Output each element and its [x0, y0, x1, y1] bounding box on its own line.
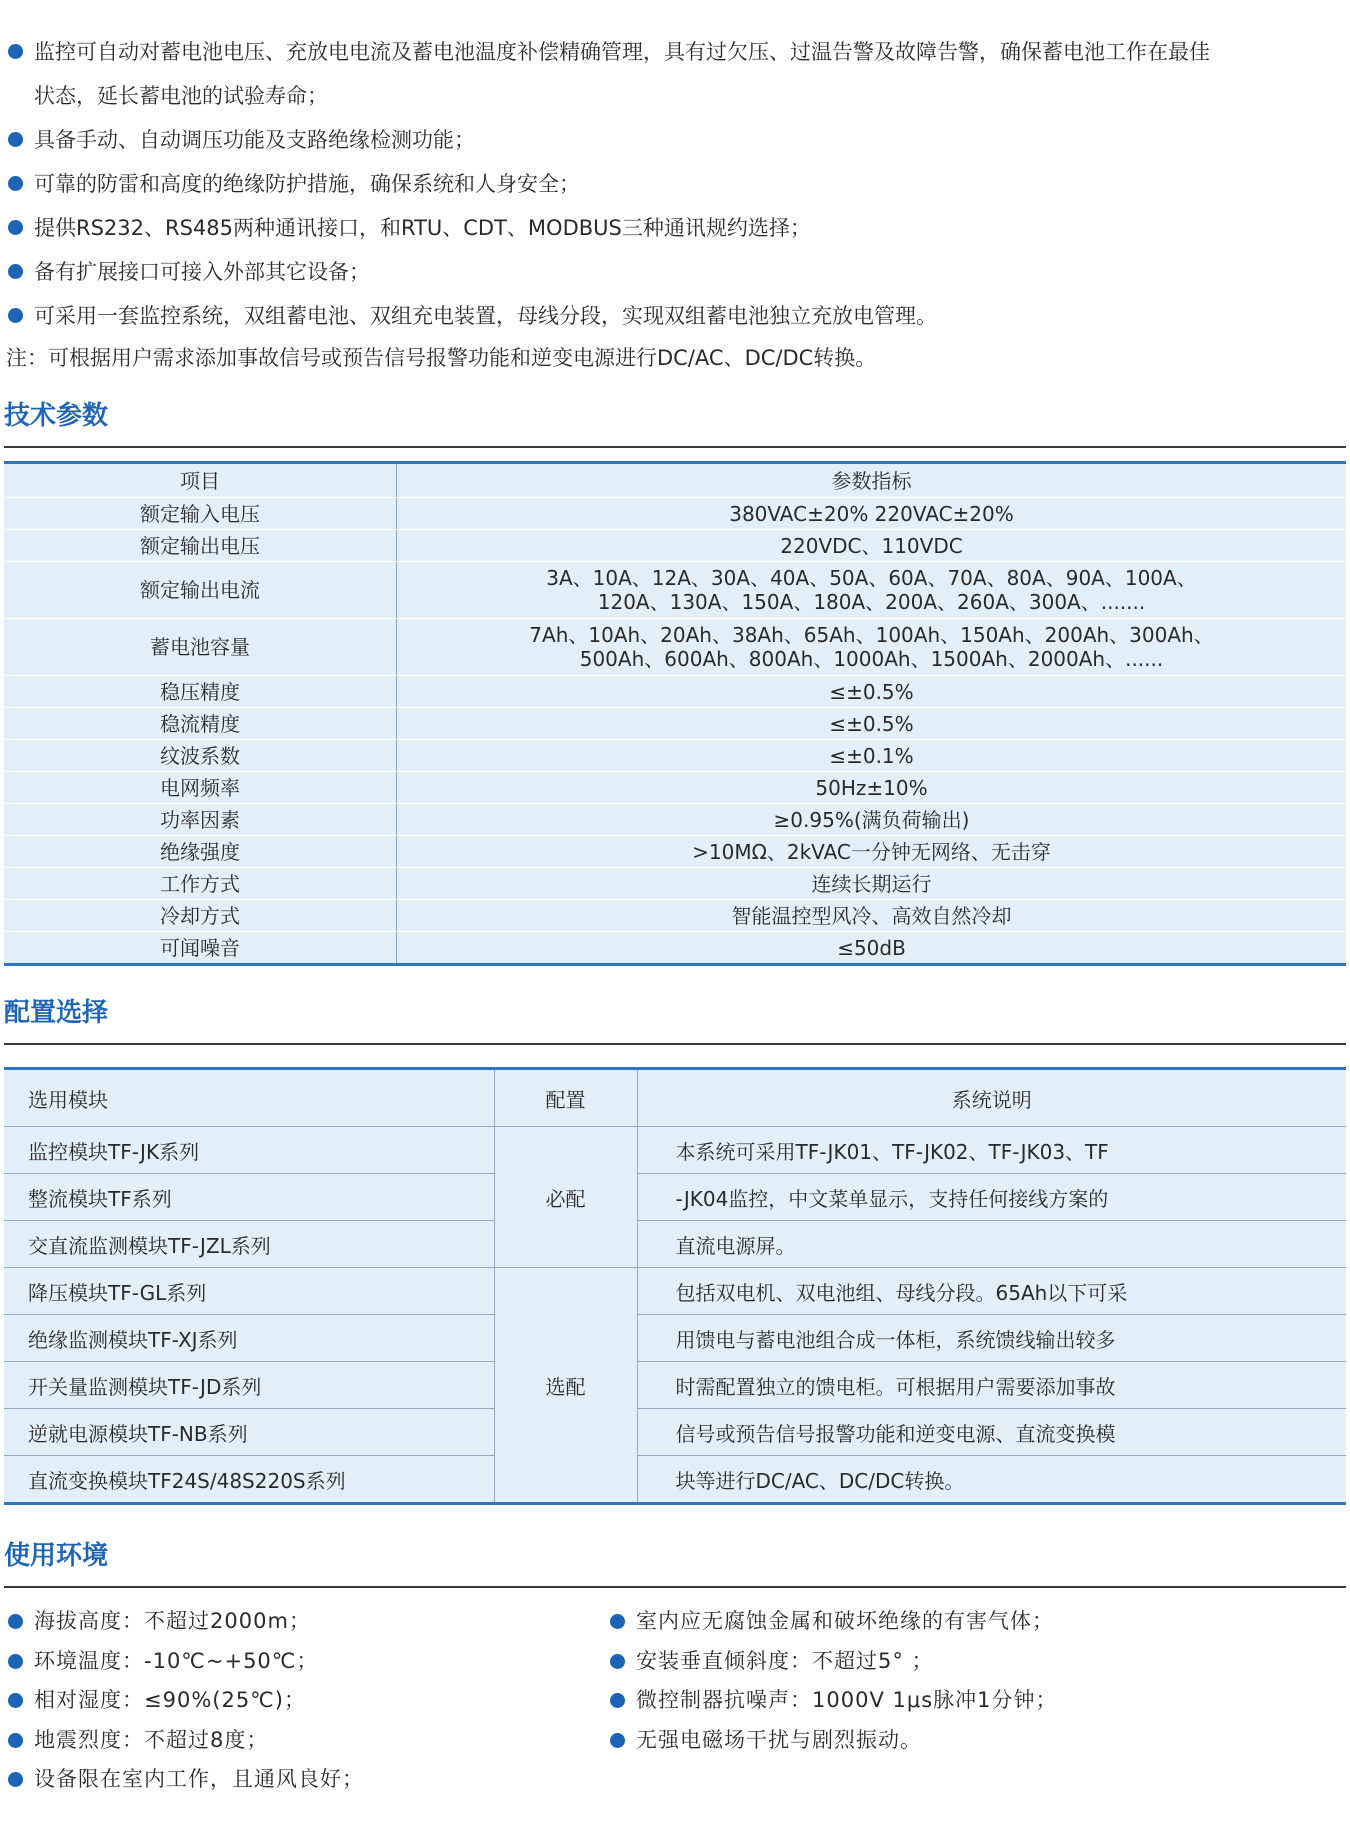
param-name: 纹波系数 — [4, 740, 397, 772]
bullet-icon — [8, 1654, 23, 1669]
tech-section-header — [4, 396, 1346, 448]
params-table — [4, 461, 1346, 966]
env-item — [8, 1721, 598, 1761]
param-name: 可闻噪音 — [4, 932, 397, 965]
table-row — [4, 1315, 1346, 1362]
module-description: 本系统可采用TF-JK01、TF-JK02、TF-JK03、TF — [637, 1127, 1346, 1174]
env-text: 地震烈度：不超过8度； — [34, 1727, 269, 1752]
param-name: 电网频率 — [4, 772, 397, 804]
env-section-header — [4, 1536, 1346, 1588]
table-row — [4, 772, 1346, 804]
config-section-header — [4, 993, 1346, 1045]
feature-text: 可采用一套监控系统，双组蓄电池、双组充电装置，母线分段，实现双组蓄电池独立充放电管理。 — [34, 304, 937, 328]
table-row — [4, 804, 1346, 836]
table-row — [4, 498, 1346, 530]
param-name: 稳流精度 — [4, 708, 397, 740]
module-description: 包括双电机、双电池组、母线分段。65Ah以下可采 — [637, 1268, 1346, 1315]
bullet-icon — [8, 1772, 23, 1787]
divider — [4, 446, 1346, 448]
table-row — [4, 676, 1346, 708]
module-description: -JK04监控，中文菜单显示，支持任何接线方案的 — [637, 1174, 1346, 1221]
table-row — [4, 836, 1346, 868]
table-row — [4, 1127, 1346, 1174]
divider — [4, 1586, 1346, 1588]
table-row — [4, 708, 1346, 740]
table-row — [4, 619, 1346, 676]
module-description: 时需配置独立的馈电柜。可根据用户需要添加事故 — [637, 1362, 1346, 1409]
param-value-line: 120A、130A、150A、180A、200A、260A、300A、....... — [597, 590, 1146, 614]
feature-text: 提供RS232、RS485两种通讯接口，和RTU、CDT、MODBUS三种通讯规约选择； — [34, 216, 811, 240]
feature-list — [8, 30, 1338, 338]
bullet-icon — [610, 1614, 625, 1629]
feature-text: 备有扩展接口可接入外部其它设备； — [34, 260, 370, 284]
bullet-icon — [8, 220, 23, 235]
table-row — [4, 900, 1346, 932]
feature-item — [8, 206, 1338, 250]
section-title: 配置选择 — [4, 998, 109, 1028]
bullet-icon — [610, 1654, 625, 1669]
env-text: 海拔高度：不超过2000m； — [34, 1609, 311, 1633]
table-row — [4, 740, 1346, 772]
bullet-icon — [8, 308, 23, 323]
param-value — [397, 562, 1347, 619]
bullet-icon — [8, 1733, 23, 1748]
feature-text: 具备手动、自动调压功能及支路绝缘检测功能； — [34, 128, 475, 152]
table-row — [4, 530, 1346, 562]
bullet-icon — [610, 1693, 625, 1708]
module-description: 用馈电与蓄电池组合成一体柜，系统馈线输出较多 — [637, 1315, 1346, 1362]
divider — [4, 1043, 1346, 1045]
param-name: 额定输出电压 — [4, 530, 397, 562]
param-value — [397, 619, 1347, 676]
note: 注：可根据用户需求添加事故信号或预告信号报警功能和逆变电源进行DC/AC、DC/DC转换。 — [6, 346, 877, 370]
env-item — [610, 1642, 1340, 1682]
bullet-icon — [8, 132, 23, 147]
param-value-line: 7Ah、10Ah、20Ah、38Ah、65Ah、100Ah、150Ah、200Ah、300Ah、 — [529, 623, 1214, 647]
header-cell: 配置 — [494, 1069, 637, 1127]
env-text: 室内应无腐蚀金属和破坏绝缘的有害气体； — [636, 1609, 1054, 1633]
config-optional: 选配 — [494, 1268, 637, 1504]
module-name: 逆就电源模块TF-NB系列 — [4, 1409, 494, 1456]
env-text: 环境温度：-10℃~+50℃； — [34, 1648, 319, 1673]
param-value: ≤±0.1% — [397, 740, 1347, 772]
section-title: 使用环境 — [4, 1541, 109, 1571]
header-cell: 系统说明 — [637, 1069, 1346, 1127]
param-value: ≤±0.5% — [397, 708, 1347, 740]
env-text: 设备限在室内工作，且通风良好； — [34, 1767, 364, 1791]
config-required: 必配 — [494, 1127, 637, 1268]
param-name: 工作方式 — [4, 868, 397, 900]
module-description: 信号或预告信号报警功能和逆变电源、直流变换模 — [637, 1409, 1346, 1456]
param-name: 稳压精度 — [4, 676, 397, 708]
table-row — [4, 1174, 1346, 1221]
env-item — [610, 1681, 1340, 1721]
table-row — [4, 932, 1346, 965]
param-value: 380VAC±20% 220VAC±20% — [397, 498, 1347, 530]
feature-item — [8, 250, 1338, 294]
param-name: 功率因素 — [4, 804, 397, 836]
env-text: 微控制器抗噪声：1000V 1μs脉冲1分钟； — [636, 1688, 1058, 1712]
env-item — [610, 1721, 1340, 1761]
param-value: 智能温控型风冷、高效自然冷却 — [397, 900, 1347, 932]
param-name: 蓄电池容量 — [4, 619, 397, 676]
param-value: 220VDC、110VDC — [397, 530, 1347, 562]
env-item — [8, 1681, 598, 1721]
feature-text: 可靠的防雷和高度的绝缘防护措施，确保系统和人身安全； — [34, 172, 580, 196]
table-row — [4, 1456, 1346, 1504]
table-row — [4, 562, 1346, 619]
bullet-icon — [8, 1693, 23, 1708]
table-row — [4, 1268, 1346, 1315]
module-name: 降压模块TF-GL系列 — [4, 1268, 494, 1315]
env-item — [610, 1602, 1340, 1642]
env-item — [8, 1642, 598, 1682]
module-description: 块等进行DC/AC、DC/DC转换。 — [675, 1468, 965, 1493]
bullet-icon — [8, 264, 23, 279]
feature-text-continued: 状态，延长蓄电池的试验寿命； — [34, 84, 328, 108]
table-row — [4, 1362, 1346, 1409]
env-text: 相对湿度：≤90%(25℃)； — [34, 1688, 306, 1712]
module-name: 直流变换模块TF24S/48S220S系列 — [4, 1456, 494, 1504]
env-item — [8, 1602, 598, 1642]
param-value: 50Hz±10% — [397, 772, 1347, 804]
module-name: 交直流监测模块TF-JZL系列 — [4, 1221, 494, 1268]
header-cell: 选用模块 — [4, 1069, 494, 1127]
header-cell: 项目 — [4, 463, 397, 498]
param-name: 绝缘强度 — [4, 836, 397, 868]
module-description: 直流电源屏。 — [637, 1221, 1346, 1268]
env-text: 无强电磁场干扰与剧烈振动。 — [636, 1727, 922, 1752]
bullet-icon — [610, 1733, 625, 1748]
config-table — [4, 1067, 1346, 1505]
env-item — [8, 1760, 598, 1800]
section-title: 技术参数 — [4, 401, 109, 431]
param-value: ≤±0.5% — [397, 676, 1347, 708]
module-name: 监控模块TF-JK系列 — [4, 1127, 494, 1174]
table-row — [4, 1221, 1346, 1268]
feature-text: 监控可自动对蓄电池电压、充放电电流及蓄电池温度补偿精确管理，具有过欠压、过温告警及故障告警，确保蓄电池工作在最佳 — [34, 40, 1210, 64]
module-name: 整流模块TF系列 — [4, 1174, 494, 1221]
param-name: 额定输入电压 — [4, 498, 397, 530]
param-value: ≥0.95%(满负荷输出) — [397, 804, 1347, 836]
module-name: 绝缘监测模块TF-XJ系列 — [4, 1315, 494, 1362]
header-cell: 参数指标 — [397, 463, 1347, 498]
env-list-left — [8, 1602, 598, 1800]
param-name: 额定输出电流 — [4, 562, 397, 619]
feature-item — [8, 162, 1338, 206]
feature-item — [8, 118, 1338, 162]
param-value: >10MΩ、2kVAC一分钟无网络、无击穿 — [397, 836, 1347, 868]
feature-item — [8, 294, 1338, 338]
bullet-icon — [8, 1614, 23, 1629]
param-value-line: 3A、10A、12A、30A、40A、50A、60A、70A、80A、90A、100A、 — [546, 566, 1197, 590]
param-value-line: 500Ah、600Ah、800Ah、1000Ah、1500Ah、2000Ah、...... — [579, 647, 1164, 671]
bullet-icon — [8, 176, 23, 191]
module-name: 开关量监测模块TF-JD系列 — [4, 1362, 494, 1409]
param-value: ≤50dB — [397, 932, 1347, 965]
table-header-row — [4, 1069, 1346, 1127]
env-list-right — [610, 1602, 1340, 1760]
env-text: 安装垂直倾斜度：不超过5° ； — [636, 1648, 934, 1673]
bullet-icon — [8, 44, 23, 59]
table-row — [4, 1409, 1346, 1456]
param-value: 连续长期运行 — [397, 868, 1347, 900]
param-name: 冷却方式 — [4, 900, 397, 932]
table-header-row — [4, 463, 1346, 498]
table-row — [4, 868, 1346, 900]
feature-item — [8, 30, 1338, 118]
